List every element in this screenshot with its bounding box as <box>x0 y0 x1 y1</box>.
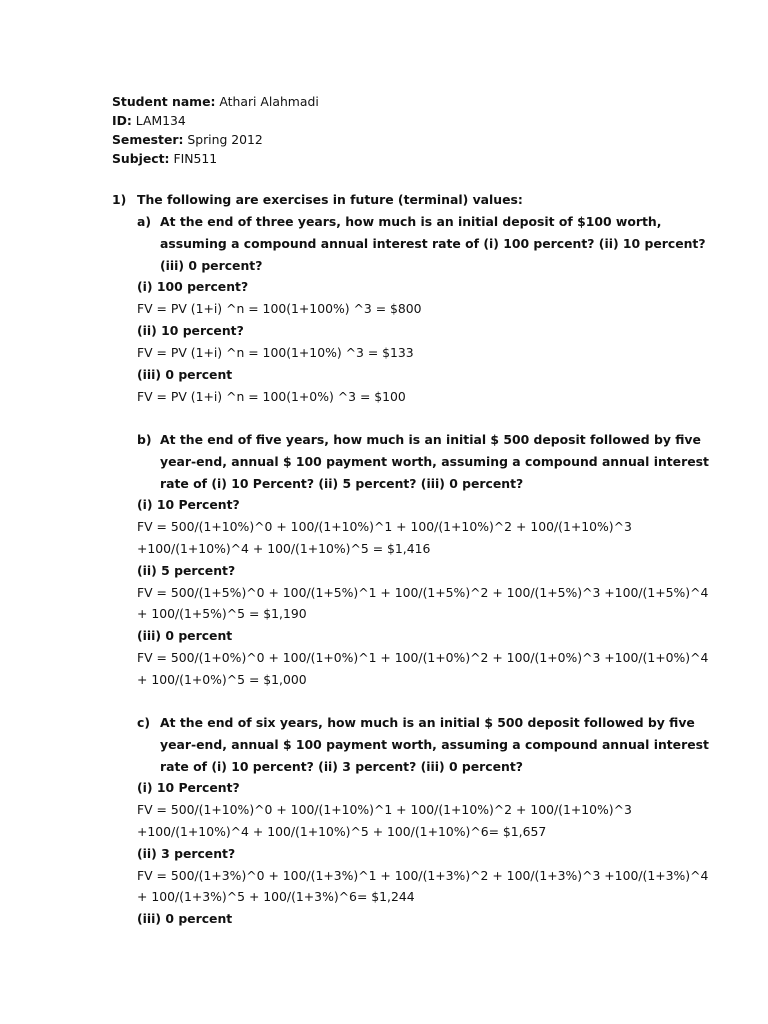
part-b-letter: b) <box>137 432 152 447</box>
part-c-heading-1: (i) 10 Percent? <box>137 780 240 795</box>
part-a-question-line-3: (iii) 0 percent? <box>160 258 263 273</box>
student-id-line <box>112 113 186 129</box>
part-b-heading-1: (i) 10 Percent? <box>137 497 240 512</box>
part-c-formula-2a: FV = 500/(1+3%)^0 + 100/(1+3%)^1 + 100/(1+3%)^2 + 100/(1+3%)^3 +100/(1+3%)^4 <box>137 868 709 883</box>
student-name-line <box>112 94 319 110</box>
part-a-formula-3: FV = PV (1+i) ^n = 100(1+0%) ^3 = $100 <box>137 389 406 404</box>
student-id-label: ID: <box>112 113 132 128</box>
part-a-letter: a) <box>137 214 152 229</box>
part-b-question-line-1: At the end of five years, how much is an initial $ 500 deposit followed by five <box>160 432 701 447</box>
part-c-heading-2: (ii) 3 percent? <box>137 846 236 861</box>
part-b-question-line-2: year-end, annual $ 100 payment worth, assuming a compound annual interest <box>160 454 709 469</box>
part-a-heading-1: (i) 100 percent? <box>137 279 249 294</box>
subject-line <box>112 151 217 167</box>
part-c-heading-3: (iii) 0 percent <box>137 911 233 926</box>
part-b-formula-3a: FV = 500/(1+0%)^0 + 100/(1+0%)^1 + 100/(1+0%)^2 + 100/(1+0%)^3 +100/(1+0%)^4 <box>137 650 709 665</box>
part-c-question-line-2: year-end, annual $ 100 payment worth, assuming a compound annual interest <box>160 737 709 752</box>
part-c-letter: c) <box>137 715 151 730</box>
question-1-text: The following are exercises in future (terminal) values: <box>137 192 523 207</box>
part-c-formula-2b: + 100/(1+3%)^5 + 100/(1+3%)^6= $1,244 <box>137 889 415 904</box>
part-b-formula-2b: + 100/(1+5%)^5 = $1,190 <box>137 606 307 621</box>
part-b-question-line-3: rate of (i) 10 Percent? (ii) 5 percent? (iii) 0 percent? <box>160 476 524 491</box>
subject-label: Subject: <box>112 151 170 166</box>
part-b-heading-2: (ii) 5 percent? <box>137 563 236 578</box>
part-a-heading-2: (ii) 10 percent? <box>137 323 244 338</box>
part-b-formula-1a: FV = 500/(1+10%)^0 + 100/(1+10%)^1 + 100/(1+10%)^2 + 100/(1+10%)^3 <box>137 519 632 534</box>
part-b-formula-3b: + 100/(1+0%)^5 = $1,000 <box>137 672 307 687</box>
part-c-question-line-3: rate of (i) 10 percent? (ii) 3 percent? (iii) 0 percent? <box>160 759 523 774</box>
part-a-heading-3: (iii) 0 percent <box>137 367 233 382</box>
semester-label: Semester: <box>112 132 184 147</box>
student-name-value: Athari Alahmadi <box>215 94 319 109</box>
part-a-question-line-1: At the end of three years, how much is an initial deposit of $100 worth, <box>160 214 662 229</box>
semester-line <box>112 132 263 148</box>
student-id-value: LAM134 <box>131 113 186 128</box>
question-1-number: 1) <box>112 192 127 207</box>
part-a-formula-1: FV = PV (1+i) ^n = 100(1+100%) ^3 = $800 <box>137 301 422 316</box>
part-b-formula-2a: FV = 500/(1+5%)^0 + 100/(1+5%)^1 + 100/(1+5%)^2 + 100/(1+5%)^3 +100/(1+5%)^4 <box>137 585 709 600</box>
part-c-question-line-1: At the end of six years, how much is an initial $ 500 deposit followed by five <box>160 715 695 730</box>
part-b-formula-1b: +100/(1+10%)^4 + 100/(1+10%)^5 = $1,416 <box>137 541 431 556</box>
part-a-question-line-2: assuming a compound annual interest rate of (i) 100 percent? (ii) 10 percent? <box>160 236 706 251</box>
semester-value: Spring 2012 <box>183 132 263 147</box>
subject-value: FIN511 <box>169 151 218 166</box>
part-a-formula-2: FV = PV (1+i) ^n = 100(1+10%) ^3 = $133 <box>137 345 414 360</box>
part-b-heading-3: (iii) 0 percent <box>137 628 233 643</box>
part-c-formula-1b: +100/(1+10%)^4 + 100/(1+10%)^5 + 100/(1+10%)^6= $1,657 <box>137 824 547 839</box>
student-name-label: Student name: <box>112 94 216 109</box>
part-c-formula-1a: FV = 500/(1+10%)^0 + 100/(1+10%)^1 + 100/(1+10%)^2 + 100/(1+10%)^3 <box>137 802 632 817</box>
